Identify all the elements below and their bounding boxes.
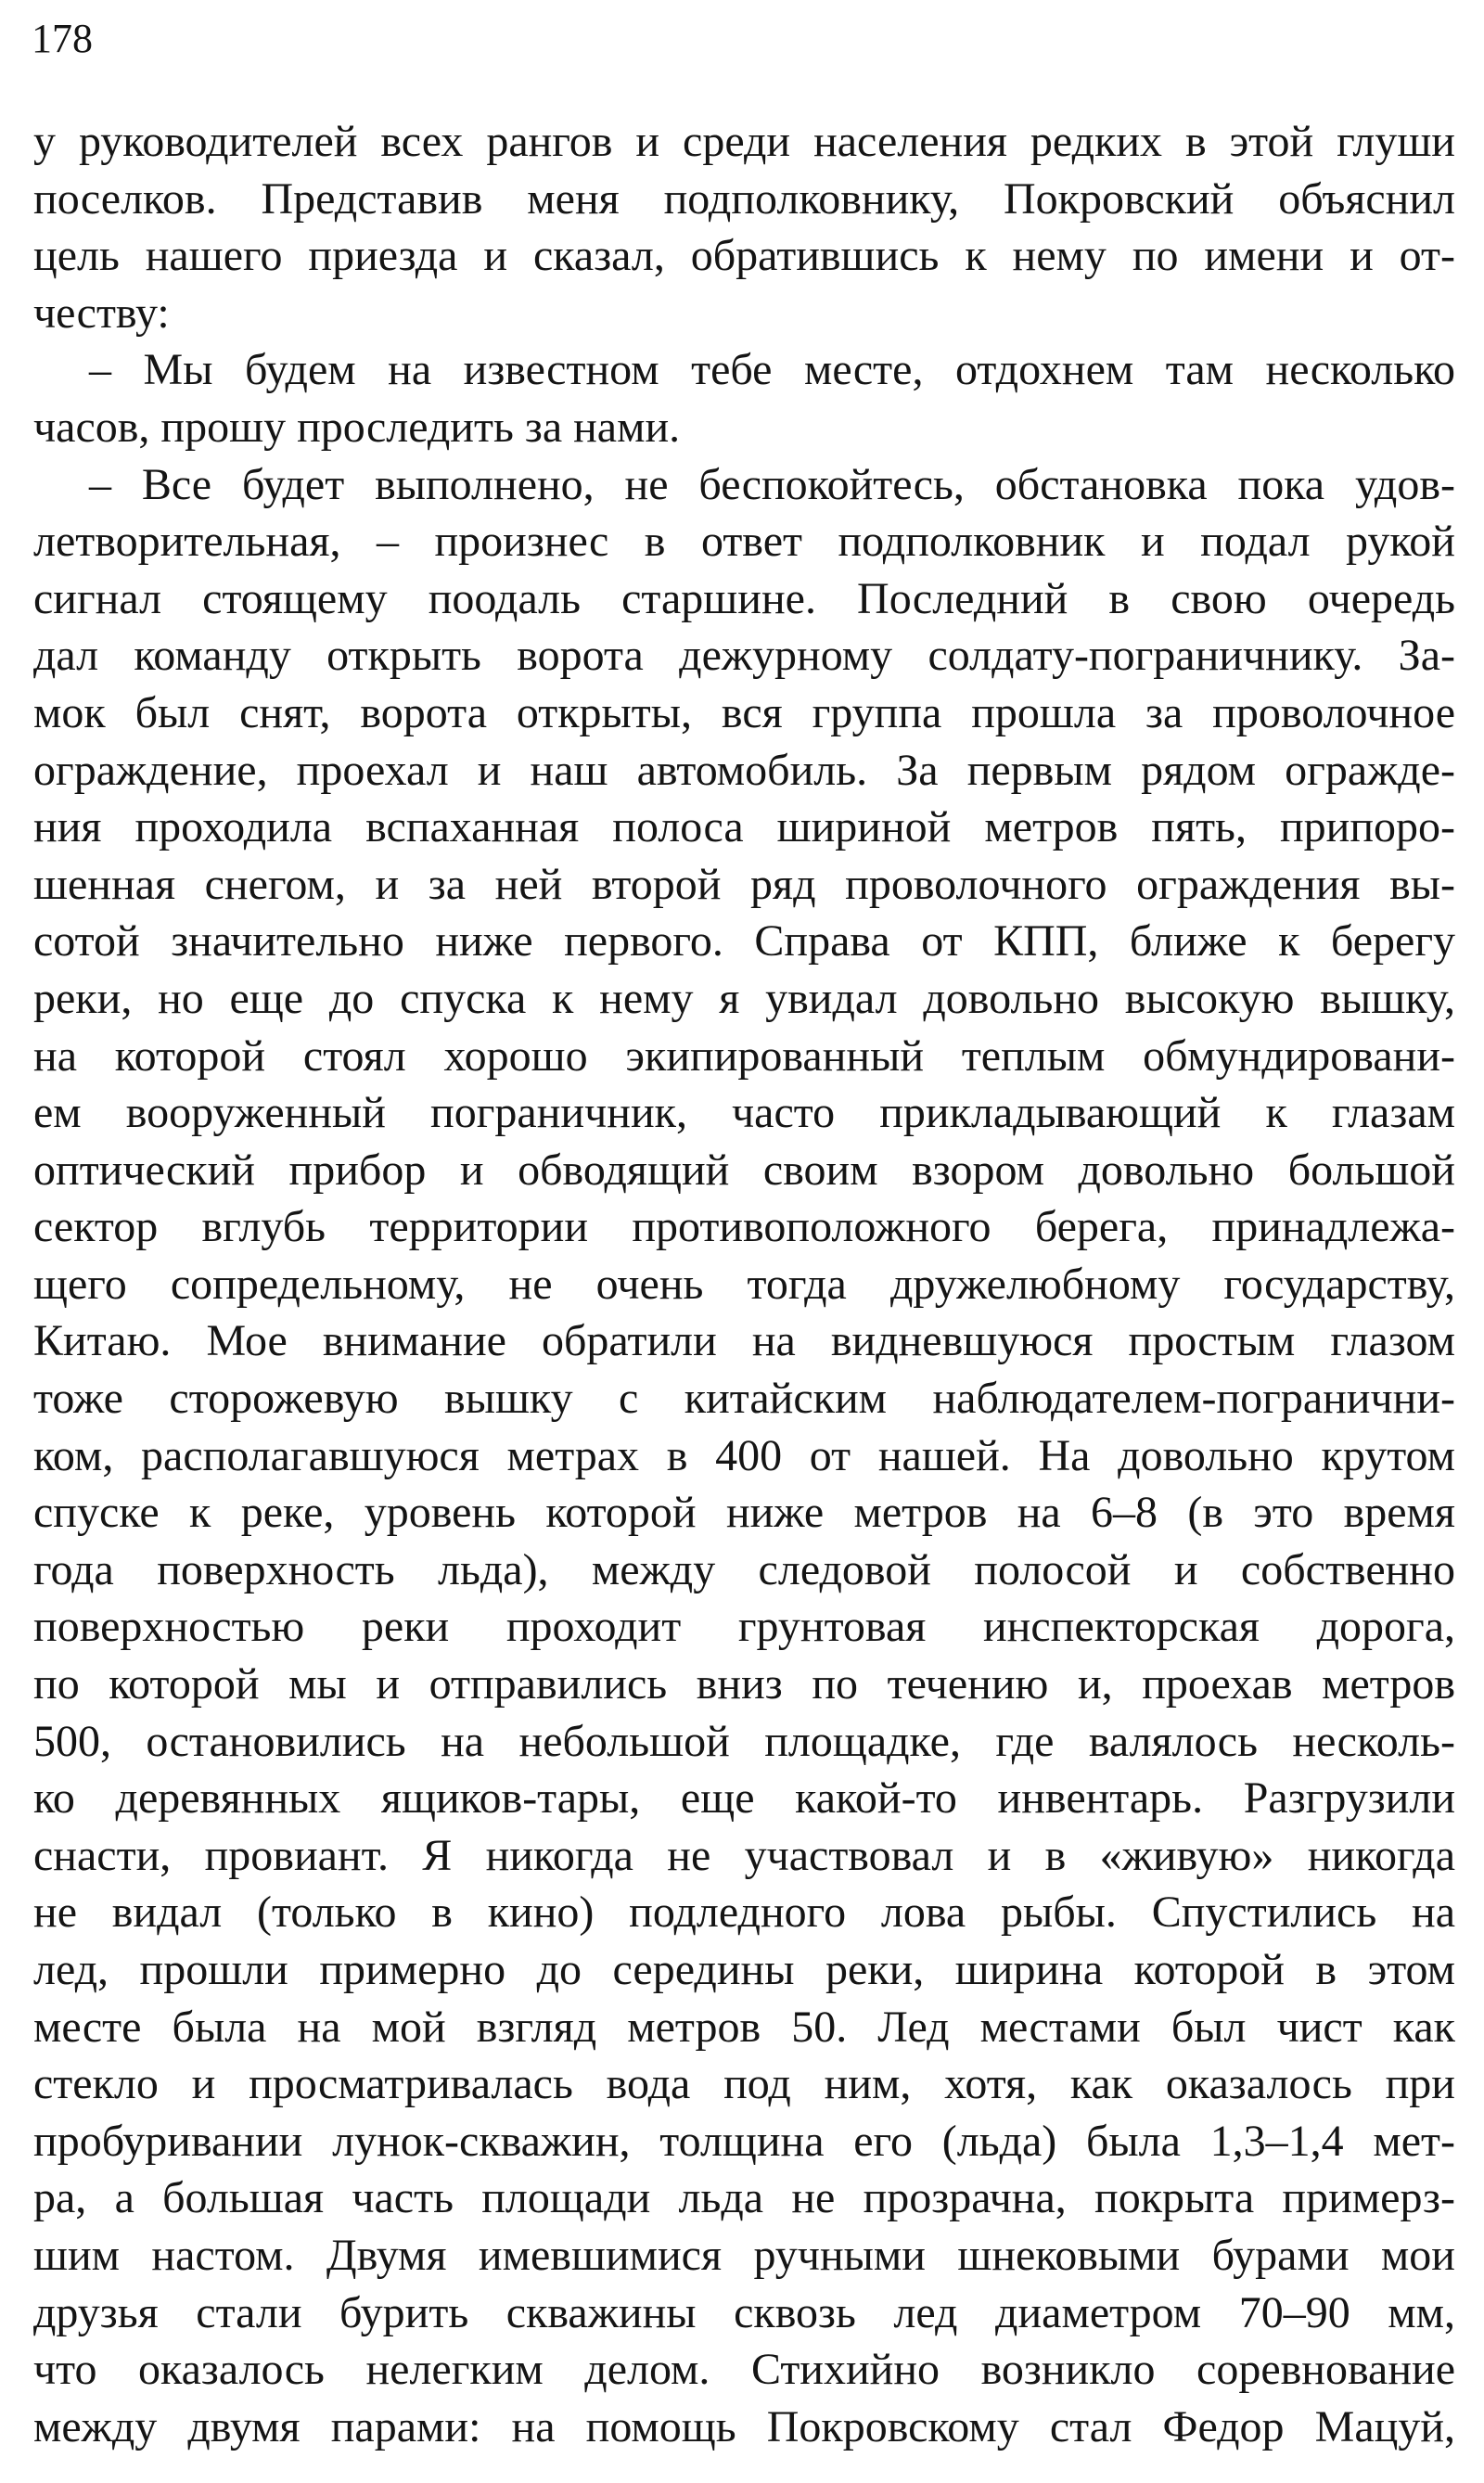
text-line: оптический прибор и обводящий своим взором довольно большой (33, 1145, 1455, 1195)
text-line: ограждение, проехал и наш автомобиль. За первым рядом огражде- (33, 745, 1455, 795)
text-line: что оказалось нелегким делом. Стихийно возникло соревнование (33, 2345, 1455, 2395)
text-line: Китаю. Мое внимание обратили на видневшуюся простым глазом (33, 1316, 1455, 1366)
text-line: сигнал стоящему поодаль старшине. Последний в свою очередь (33, 573, 1455, 623)
text-line: шим настом. Двумя имевшимися ручными шнековыми бурами мои (33, 2230, 1455, 2280)
text-line: часов, прошу проследить за нами. (33, 402, 681, 452)
text-line: дал команду открыть ворота дежурному солдату-пограничнику. За- (33, 631, 1455, 681)
text-line: поверхностью реки проходит грунтовая инспекторская дорога, (33, 1602, 1455, 1652)
text-line: 500, остановились на небольшой площадке, где валялось несколь- (33, 1716, 1455, 1766)
text-line: лед, прошли примерно до середины реки, ширина которой в этом (33, 1945, 1455, 1994)
text-line: – Все будет выполнено, не беспокойтесь, обстановка пока удов- (89, 459, 1455, 509)
text-line: спуске к реке, уровень которой ниже метров на 6–8 (в это время (33, 1488, 1455, 1538)
text-line: стекло и просматривалась вода под ним, хотя, как оказалось при (33, 2059, 1455, 2109)
text-line: друзья стали бурить скважины сквозь лед диаметром 70–90 мм, (33, 2287, 1455, 2337)
text-line: года поверхность льда), между следовой полосой и собственно (33, 1544, 1455, 1594)
text-line: поселков. Представив меня подполковнику, Покровский объяснил (33, 173, 1455, 224)
text-line: шенная снегом, и за ней второй ряд проволочного ограждения вы- (33, 859, 1455, 909)
text-line: снасти, провиант. Я никогда не участвовал и в «живую» никогда (33, 1830, 1455, 1880)
text-line: тоже сторожевую вышку с китайским наблюдателем-погранични- (33, 1374, 1455, 1424)
text-line: ем вооруженный пограничник, часто прикладывающий к глазам (33, 1088, 1455, 1138)
text-line: щего сопредельному, не очень тогда дружелюбному государству, (33, 1259, 1455, 1309)
text-line: ко деревянных ящиков-тары, еще какой-то инвентарь. Разгрузили (33, 1773, 1455, 1824)
text-line: ком, располагавшуюся метрах в 400 от нашей. На довольно крутом (33, 1430, 1455, 1480)
text-line: между двумя парами: на помощь Покровскому стал Федор Мацуй, (33, 2401, 1455, 2451)
text-line: на которой стоял хорошо экипированный теплым обмундировани- (33, 1030, 1455, 1081)
body-text (33, 113, 1455, 2455)
text-line: цель нашего приезда и сказал, обратившись к нему по имени и от- (33, 231, 1455, 281)
text-line: не видал (только в кино) подледного лова рыбы. Спустились на (33, 1888, 1455, 1938)
text-line: летворительная, – произнес в ответ подполковник и подал рукой (33, 517, 1455, 567)
text-line: ра, а большая часть площади льда не прозрачна, покрыта примерз- (33, 2173, 1455, 2223)
text-line: пробуривании лунок-скважин, толщина его (льда) была 1,3–1,4 мет- (33, 2116, 1455, 2166)
text-line: у руководителей всех рангов и среди населения редких в этой глуши (33, 117, 1455, 166)
text-line: честву: (33, 288, 170, 338)
text-line: – Мы будем на известном тебе месте, отдохнем там несколько (89, 345, 1455, 395)
text-line: сектор вглубь территории противоположного берега, принадлежа- (33, 1202, 1455, 1252)
text-line: ния проходила вспаханная полоса шириной метров пять, припоро- (33, 802, 1455, 852)
text-line: сотой значительно ниже первого. Справа от КПП, ближе к берегу (33, 916, 1455, 966)
text-line: мок был снят, ворота открыты, вся группа прошла за проволочное (33, 687, 1455, 737)
page-number: 178 (32, 16, 93, 61)
text-line: месте была на мой взгляд метров 50. Лед местами был чист как (33, 2002, 1455, 2052)
text-line: реки, но еще до спуска к нему я увидал довольно высокую вышку, (33, 973, 1455, 1023)
text-line: по которой мы и отправились вниз по течению и, проехав метров (33, 1659, 1455, 1709)
